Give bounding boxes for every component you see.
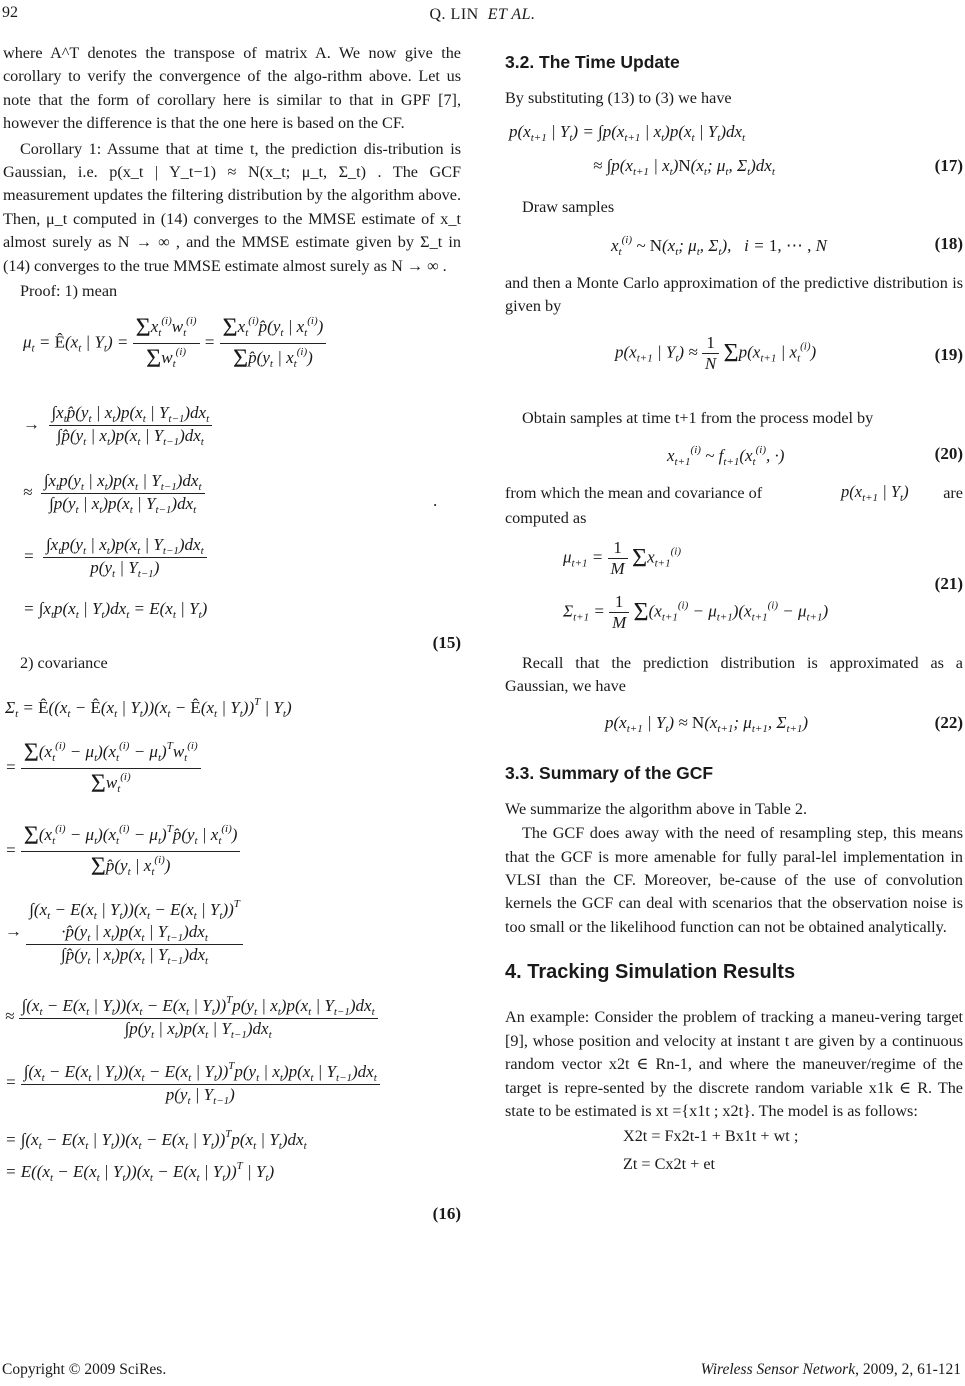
eq16-line8: = $E((x_t - E(x_t$ | $Y_t))(x_t - E(x_t$ | $Y_t))^T$ | $Y_t$) — [5, 1159, 275, 1184]
eq15-line3: ≈ $\frac{\int x_tp(y_t | x_t)p(x_t | Y_{t-1})dx_t}{\int p(y_t | x_t)p(x_t | Y_{t-1})dx_t}$ . — [23, 471, 438, 517]
eq15-line2: → $\frac{\int x_tp̂(y_t | x_t)p(x_t | Y_{t-1})dx_t}{\int p̂(y_t | x_t)p(x_t | Y_{t-1})dx_t}$ — [23, 403, 212, 448]
page-header — [0, 2, 965, 28]
copyright: Copyright © 2009 SciRes. — [2, 1361, 167, 1378]
from-which-text: from which the mean and covariance of — [505, 484, 763, 503]
model-equation-1: X2t = Fx2t-1 + Bx1t + wt ; — [623, 1127, 799, 1146]
equation-18 — [505, 220, 963, 270]
draw-samples-text: Draw samples — [522, 198, 615, 217]
eq15-line1: $\mu_t$ = $Ê(x_t$ | $Y_t$) = $\frac{\Sigma x_t^{(i)}w_t^{(i)}}{\Sigma w_t^{(i)}}$ = $\frac{\Sigma x_t^{(i)}p̂(y_t | x_t^{(i)})}{\Sigma p̂(y_t | x_t^{(i)})}$ — [23, 313, 326, 374]
equation-number-19: (19) — [934, 344, 963, 364]
are-text: are — [943, 484, 963, 503]
paragraph-transpose: where A^T denotes the transpose of matrix A. We now give the corollary to verify the convergence of the algo-rithm above. Let us note that the form of corollary here is similar to that in GPF [7], however the difference is that the one here is based on the CF. — [3, 44, 461, 133]
section-4-heading: 4. Tracking Simulation Results — [505, 961, 796, 984]
section-3-3-heading: 3.3. Summary of the GCF — [505, 762, 714, 783]
covariance-label: 2) covariance — [20, 654, 108, 673]
equation-16 — [3, 676, 461, 1221]
journal-name: Wireless Sensor Network — [700, 1361, 856, 1378]
equation-19 — [505, 319, 963, 405]
eq20-line: $x_{t+1}^{(i)}$ ~ $f_{t+1}(x_t^{(i)}$, ·) — [667, 444, 785, 469]
citation: , 2009, 2, 61-121 — [855, 1361, 961, 1378]
summary-paragraph: The GCF does away with the need of resampling step, this means that the GCF is more amenable for fully paral-lel implementation in VLSI than the CF. Moreover, be-cause of the use of convolution kernels the GCF can deal with scenarios that the observation noise is too small or the likelihood function can not be obtained analytically. — [505, 824, 963, 936]
computed-as-text: computed as — [505, 509, 587, 528]
equation-number-22: (22) — [934, 712, 963, 732]
eq22-line: $p(x_{t+1}$ | $Y_t) \approx N(x_{t+1}$; $\mu_{t+1}$, $\Sigma_{t+1}$) — [605, 712, 809, 735]
journal-citation — [701, 1361, 961, 1379]
p-x-inline: $p(x_{t+1}$ | $Y_t$) — [841, 482, 909, 505]
eq21-line1: $\mu_{t+1}$ = $\frac{1}{M}$ $\Sigma x_{t+1}^{(i)}$ — [563, 538, 681, 579]
left-column — [3, 42, 461, 1221]
monte-carlo-text: and then a Monte Carlo approximation of the predictive distribution is given by — [505, 273, 963, 316]
eq16-line2: = $\frac{\Sigma(x_t^{(i)} - \mu_t)(x_t^{(i)} - \mu_t)^Tw_t^{(i)}}{\Sigma w_t^{(i)}}$ — [5, 738, 201, 799]
mean-covariance-text — [505, 482, 963, 534]
eq16-line5: ≈ $\int(x_t - E(x_t$ | $Y_t))(x_t - E(x_t$ | $Y_t))^Tp(y_t$ | $x_t)p(x_t$ | $Y_{t-1})dx_t$ $\int p(y_t$ | $x_t)p(x_t$ | $Y_{t-1})dx_t$ — [5, 994, 378, 1041]
eq16-line3: = $\frac{\Sigma(x_t^{(i)} - \mu_t)(x_t^{(i)} - \mu_t)^Tp̂(y_t | x_t^{(i)})}{\Sigma p̂(y_t | x_t^{(i)})}$ — [5, 821, 240, 882]
right-column — [505, 42, 963, 1176]
equation-21 — [505, 534, 963, 650]
eq16-line7: = $\int(x_t - E(x_t$ | $Y_t))(x_t - E(x_t$ | $Y_t))^Tp(x_t$ | $Y_t)dx_t$ — [5, 1127, 307, 1152]
page-number: 92 — [2, 4, 18, 21]
equation-15 — [3, 303, 461, 653]
equation-22 — [505, 699, 963, 753]
eq15-line4: = $\frac{\int x_tp(y_t | x_t)p(x_t | Y_{t-1})dx_t}{p(y_t | Y_{t-1})}$ — [23, 535, 207, 580]
equation-number-16: (16) — [432, 1203, 461, 1223]
eq16-line4: → $\int(x_t - E(x_t$ | $Y_t))(x_t - E(x_t$ | $Y_t))^T$ $\cdot p̂(y_t$ | $x_t)p(x_t$ | $Y_{t-1})dx_t$ $\int p̂(y_t$ | $x_t)p(x_t$ | $Y_{t-1})dx_t$ — [5, 898, 243, 967]
eq17-line1: $p(x_{t+1}$ | $Y_t) = \int p(x_{t+1}$ | $x_t)p(x_t$ | $Y_t)dx_t$ — [509, 122, 746, 145]
summary-intro: We summarize the algorithm above in Table 2. — [505, 799, 808, 818]
eq16-line1: $\Sigma_t$ = $Ê((x_t$ − $Ê(x_t$ | $Y_t))(x_t$ − $Ê(x_t$ | $Y_t))^T$ | $Y_t$) — [5, 695, 292, 720]
equation-20 — [505, 430, 963, 482]
equation-number-21: (21) — [934, 574, 963, 594]
obtain-samples-text: Obtain samples at time t+1 from the process model by — [522, 408, 874, 427]
eq16-line6: = $\int(x_t - E(x_t$ | $Y_t))(x_t - E(x_t$ | $Y_t))^Tp(y_t$ | $x_t)p(x_t$ | $Y_{t-1})dx_t$ $p(y_t$ | $Y_{t-1}$) — [5, 1060, 380, 1107]
substituting-text: By substituting (13) to (3) we have — [505, 89, 732, 107]
eq21-line2: $\Sigma_{t+1}$ = $\frac{1}{M}$ $\Sigma(x_{t+1}^{(i)} - \mu_{t+1})(x_{t+1}^{(i)} - \mu_{t+1})$ — [563, 592, 829, 633]
example-paragraph: An example: Consider the problem of tracking a maneu-vering target [9], whose position and velocity at instant t are given by a continuous random vector x2t ∈ Rn-1, and where the maneuver/regime of the target is repre-sented by the discrete random variable x1k ∈ R. The state to be estimated is xt ={x1t ; x2t}. The model is as follows: — [505, 1008, 963, 1120]
author-name: Q. LIN — [429, 6, 479, 23]
equation-number-20: (20) — [934, 444, 963, 464]
running-head — [0, 6, 965, 24]
eq19-line: $p(x_{t+1}$ | $Y_t$) ≈ $\frac{1}{N}$ $\Sigma p(x_{t+1}$ | $x_t^{(i)}$) — [615, 332, 817, 373]
model-equation-2: Zt = Cx2t + et — [623, 1154, 715, 1173]
eq18-line: $x_t^{(i)}$ ~ $N(x_t$; $\mu_t$, $\Sigma_t$), i = 1, ⋯ , N — [611, 233, 827, 258]
equation-number-15: (15) — [432, 633, 461, 653]
equation-17 — [505, 110, 963, 192]
section-3-2-heading: 3.2. The Time Update — [505, 52, 680, 72]
equation-number-17: (17) — [934, 156, 963, 176]
paragraph-corollary: Corollary 1: Assume that at time t, the prediction dis-tribution is Gaussian, i.e. p(x_t | Y_t−1) ≈ N(x_t; μ_t, Σ_t) . The GCF measurement updates the filtering distribution by the algorithm above. Then, μ_t computed in (14) converges to the MMSE estimate of x_t almost surely as N → ∞ , and the MMSE estimate given by Σ_t in (14) converges to the true MMSE estimate almost surely as N → ∞ . — [3, 139, 461, 275]
recall-text: Recall that the prediction distribution is approximated as a Gaussian, we have — [505, 654, 963, 696]
equation-number-18: (18) — [934, 233, 963, 253]
proof-mean-label: Proof: 1) mean — [20, 282, 118, 301]
et-al: ET AL. — [487, 6, 536, 23]
eq17-line2: ≈ $\int p(x_{t+1}$ | $x_t)N(x_t$; $\mu_t$, $\Sigma_t)dx_t$ — [593, 156, 775, 179]
eq15-line5: = $\int x_tp(x_t$ | $Y_t)dx_t = E(x_t$ | $Y_t$) — [23, 599, 208, 622]
